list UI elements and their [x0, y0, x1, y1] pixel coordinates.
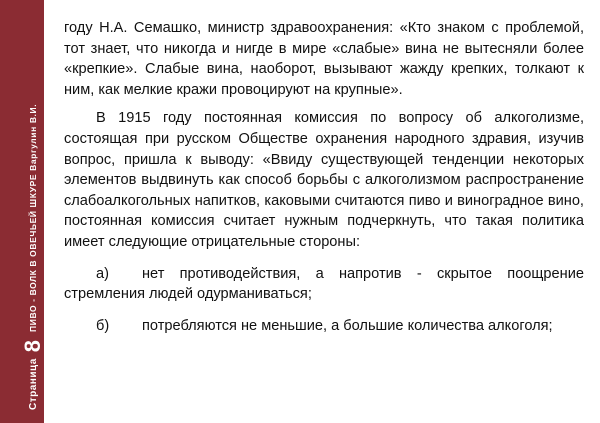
list-item-text: нет противодействия, а напротив - скрытое поощрение стремления людей одурманиваться; [64, 265, 584, 303]
list-marker: б) [96, 317, 110, 334]
paragraph-continuation: году Н.А. Семашко, министр здравоохранения: «Кто знаком с проблемой, тот знает, что никогда и нигде в мире «слабые» вина не вытесняли более «крепкие». Слабые вина, наоборот, вызывают жажду крепких, толкают к ним, как мелкие кражи провоцируют на крупные». [64, 20, 584, 98]
list-item-text: потребляются не меньшие, а большие количества алкоголя; [142, 317, 553, 334]
sidebar-caption [22, 104, 44, 410]
page-label: Страница [27, 358, 39, 410]
list-marker: а) [96, 265, 109, 282]
page-number: 8 [20, 339, 45, 353]
sidebar [0, 0, 44, 423]
page-body [64, 18, 584, 336]
paragraph-commission: В 1915 году постоянная комиссия по вопросу об алкоголизме, состоящая при русском Обществе охранения народного здравия, изучив вопрос, пришла к выводу: «Ввиду существующей тенденции некоторых элементов выдвинуть как способ борьбы с алкоголизмом распространение слабоалкогольных напитков, каковыми считаются пиво и виноградное вино, постоянная комиссия считает нужным подчеркнуть, что такая политика имеет следующие отрицательные стороны: [64, 110, 584, 250]
list-item [64, 316, 584, 337]
book-title: ПИВО - ВОЛК В ОВЕЧЬЕЙ ШКУРЕ Варгулин В.И. [28, 103, 38, 332]
list-item [64, 264, 584, 305]
